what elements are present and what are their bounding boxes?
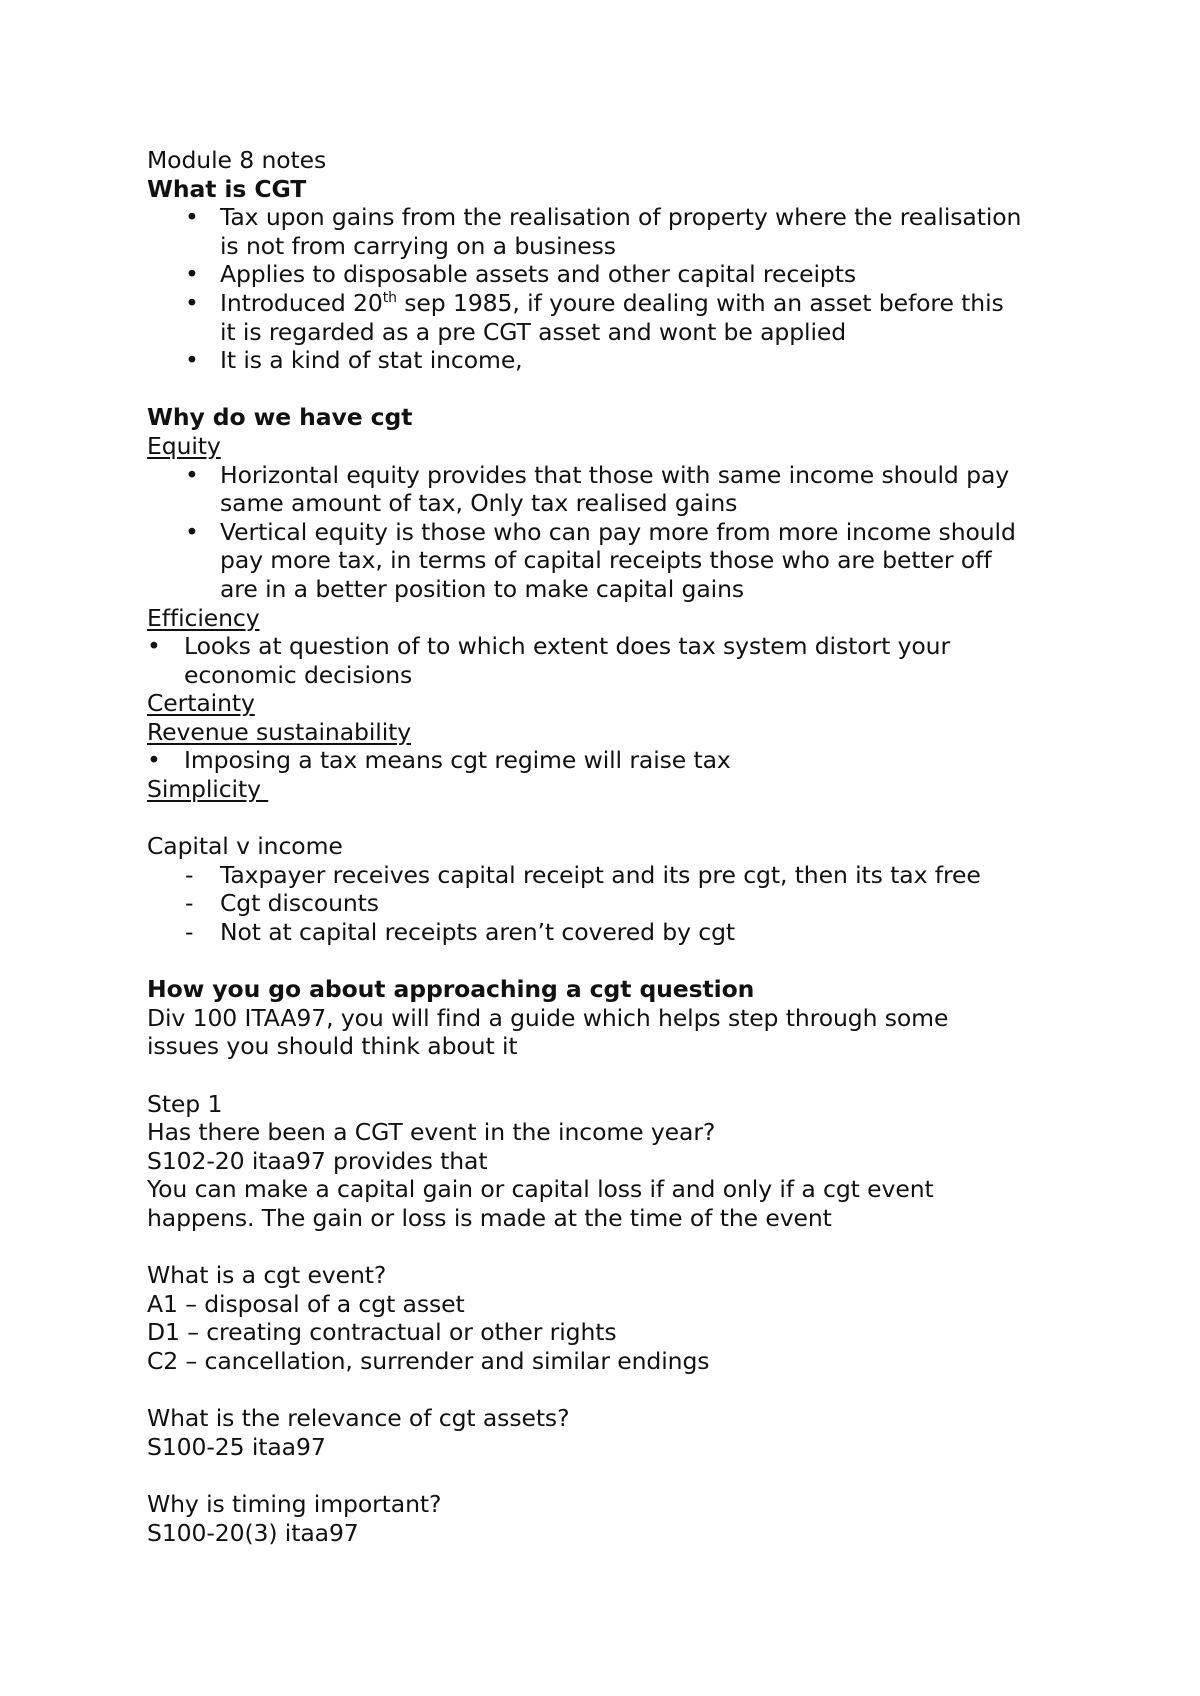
list-item: - Not at capital receipts aren’t covered by cgt bbox=[185, 918, 736, 947]
paragraph-line: A1 – disposal of a cgt asset bbox=[147, 1289, 465, 1318]
paragraph-line: happens. The gain or loss is made at the time of the event bbox=[147, 1203, 832, 1232]
bullet-marker: • bbox=[185, 460, 199, 489]
question-line: Why is timing important? bbox=[147, 1489, 442, 1518]
list-item: • Vertical equity is those who can pay more from more income should pay more tax, in terms of capital receipts those who are better off are in a better position to make capital gains bbox=[185, 517, 1016, 603]
list-item: • Looks at question of to which extent does tax system distort your economic decisions bbox=[147, 632, 951, 689]
bullet-marker: • bbox=[185, 346, 199, 375]
dash-marker: - bbox=[185, 889, 194, 918]
blank-line bbox=[147, 1233, 1077, 1262]
superscript: th bbox=[382, 289, 397, 306]
list-item: • Horizontal equity provides that those with same income should pay same amount of tax, Only tax realised gains bbox=[185, 460, 1010, 518]
list-item: • Tax upon gains from the realisation of property where the realisation is not from carrying on a business bbox=[185, 203, 1022, 260]
document-title: Module 8 notes bbox=[147, 146, 327, 174]
heading-why-cgt: Why do we have cgt bbox=[147, 403, 413, 432]
list-item: • Imposing a tax means cgt regime will raise tax bbox=[147, 746, 731, 775]
bullet-marker: • bbox=[185, 203, 199, 232]
paragraph-line: D1 – creating contractual or other rights bbox=[147, 1318, 617, 1347]
dash-marker: - bbox=[185, 860, 194, 889]
heading-what-is-cgt: What is CGT bbox=[147, 174, 307, 203]
blank-line bbox=[147, 1061, 1077, 1090]
document-body bbox=[147, 146, 1077, 1547]
what-is-cgt-list bbox=[147, 203, 1077, 375]
paragraph-line: S100-20(3) itaa97 bbox=[147, 1518, 359, 1547]
paragraph-line: Has there been a CGT event in the income year? bbox=[147, 1118, 716, 1147]
list-item: • Introduced 20th sep 1985, if youre dealing with an asset before this it is regarded as a pre CGT asset and wont be applied bbox=[185, 288, 1004, 346]
bullet-marker: • bbox=[185, 288, 199, 317]
bullet-marker: • bbox=[185, 517, 199, 546]
blank-line bbox=[147, 947, 1077, 976]
step-heading: Step 1 bbox=[147, 1089, 223, 1118]
blank-line bbox=[147, 804, 1077, 833]
blank-line bbox=[147, 375, 1077, 404]
blank-line bbox=[147, 1376, 1077, 1405]
list-item: • It is a kind of stat income, bbox=[185, 346, 523, 375]
heading-approach: How you go about approaching a cgt question bbox=[147, 975, 755, 1004]
subheading-revenue: Revenue sustainability bbox=[147, 717, 412, 746]
efficiency-list bbox=[147, 632, 1077, 689]
subheading-simplicity: Simplicity bbox=[147, 775, 269, 804]
capital-list bbox=[147, 861, 1077, 947]
blank-line bbox=[147, 1461, 1077, 1490]
list-item: - Cgt discounts bbox=[185, 889, 379, 918]
paragraph-line: S100-25 itaa97 bbox=[147, 1432, 326, 1461]
subheading-efficiency: Efficiency bbox=[147, 603, 260, 632]
bullet-marker: • bbox=[185, 260, 199, 289]
bullet-marker: • bbox=[147, 632, 161, 661]
question-line: What is a cgt event? bbox=[147, 1261, 387, 1290]
paragraph-line: Div 100 ITAA97, you will find a guide which helps step through some bbox=[147, 1003, 949, 1032]
paragraph-line: issues you should think about it bbox=[147, 1032, 518, 1061]
question-line: What is the relevance of cgt assets? bbox=[147, 1404, 570, 1433]
paragraph-line: C2 – cancellation, surrender and similar endings bbox=[147, 1346, 710, 1375]
subheading-equity: Equity bbox=[147, 431, 221, 460]
heading-capital-v-income: Capital v income bbox=[147, 832, 343, 861]
paragraph-line: S102-20 itaa97 provides that bbox=[147, 1146, 488, 1175]
bullet-marker: • bbox=[147, 746, 161, 775]
subheading-certainty: Certainty bbox=[147, 689, 255, 718]
revenue-list bbox=[147, 746, 1077, 775]
list-item: • Applies to disposable assets and other capital receipts bbox=[185, 260, 856, 289]
list-item: - Taxpayer receives capital receipt and its pre cgt, then its tax free bbox=[185, 860, 981, 889]
dash-marker: - bbox=[185, 918, 194, 947]
equity-list bbox=[147, 461, 1077, 604]
paragraph-line: You can make a capital gain or capital loss if and only if a cgt event bbox=[147, 1175, 934, 1204]
